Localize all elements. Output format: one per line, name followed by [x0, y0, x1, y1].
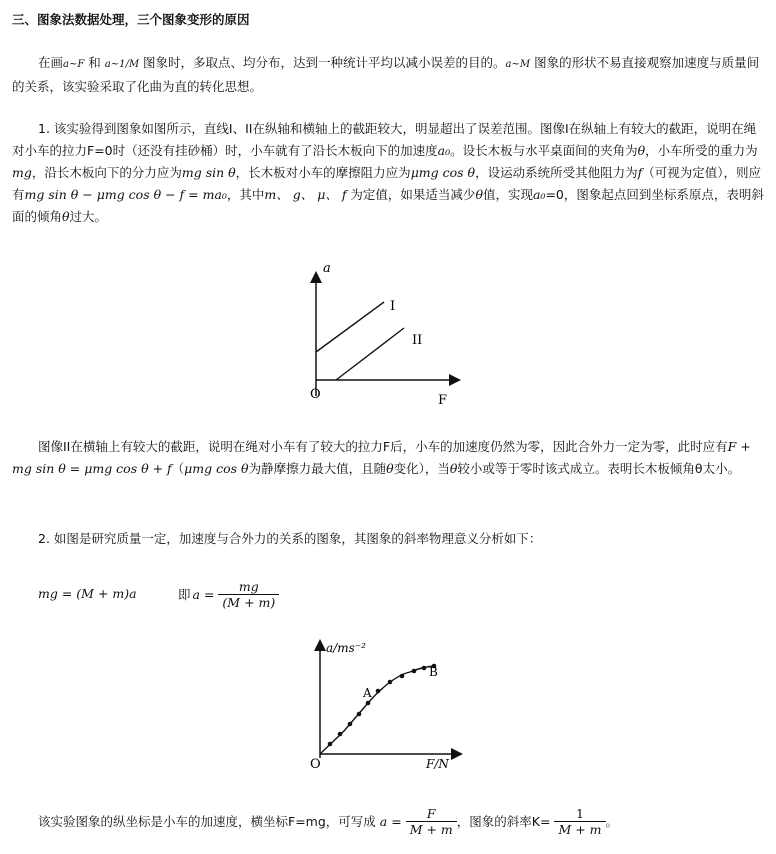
- curve-a-F: [320, 666, 434, 754]
- item1-text-a: 1. 该实验得到图象如图所示，直线I、II在纵轴和横轴上的截距较大，明显超出了误差范围。图像I在纵轴上有较大的截距，说明在绳对小车的拉力F=0时（还没有挂砂桶）时，小车就有了沿长木板向下的加速度: [12, 121, 757, 158]
- line-I: [316, 302, 384, 352]
- fraction-numerator-F: F: [406, 806, 457, 822]
- intro-text-3: 图象时，多取点、均分布，达到一种统计平均以减小误差的目的。: [139, 55, 506, 70]
- intro-text-4: 图象的形状不易直接观察加速度与质量间的关系，该实验采取了化曲为直的转化思想。: [12, 55, 760, 94]
- point-B-label: B: [429, 665, 438, 679]
- section-title: 三、图象法数据处理，三个图象变形的原因: [12, 12, 250, 27]
- constants-list: m、 g、 μ、 f: [264, 187, 347, 202]
- graph-a-vs-F-offsets: [296, 258, 466, 413]
- item1c-text-d: 变化），当: [393, 461, 450, 476]
- item1-continuation: [12, 436, 764, 480]
- fraction-slope: [554, 806, 605, 837]
- line-II-label: II: [412, 333, 423, 348]
- data-points: [328, 664, 437, 747]
- data-point: [366, 701, 371, 706]
- expr-umg-cos: μmg cos θ: [410, 165, 476, 180]
- graph-a-M: a~M: [505, 59, 531, 70]
- origin-label: O: [310, 387, 321, 402]
- item1c-text-e: 较小或等于零时该式成立。表明长木板倾角θ太小。: [457, 461, 741, 476]
- equation-a-fraction: [178, 572, 279, 616]
- item1-text-h: ，其中: [226, 187, 265, 202]
- origin-label-2: O: [310, 757, 321, 772]
- y-axis-label-2: a/ms⁻²: [326, 641, 366, 655]
- symbol-a0-2: a₀: [532, 187, 546, 202]
- item1-text-b: 。设长木板与水平桌面间的夹角为: [450, 143, 638, 158]
- x-axis-label: F: [438, 393, 448, 408]
- item1-text-c: ，小车所受的重力为: [645, 143, 758, 158]
- eq-a-lhs: a =: [192, 586, 215, 602]
- item1-text-k: =0，图象起点回到坐标系原点，表明斜面的倾角: [12, 187, 764, 224]
- conclusion-text-c: 。: [605, 814, 619, 829]
- equation-incline: mg sin θ − μmg cos θ − f = ma₀: [24, 187, 227, 202]
- data-point: [400, 674, 405, 679]
- data-point: [328, 742, 333, 747]
- item1c-text-c: 为静摩擦力最大值，且随: [248, 461, 387, 476]
- graph-a-inv-M: a~1/M: [104, 59, 140, 70]
- conclusion-paragraph: [38, 798, 618, 844]
- intro-text-2: 和: [84, 55, 105, 70]
- item1c-text-b: （: [171, 461, 185, 476]
- item1-text-f: ，设运动系统所受其他阻力为: [475, 165, 638, 180]
- expr-umg-cos-2: μmg cos θ: [184, 461, 249, 476]
- conclusion-text-a: 该实验图象的纵坐标是小车的加速度，横坐标F=mg，可写成: [38, 814, 376, 829]
- eq-mg-M-m-a: mg = (M + m)a: [38, 586, 137, 601]
- text-ji: 即: [178, 587, 191, 602]
- symbol-theta-3: θ: [62, 209, 70, 224]
- point-A-label: A: [363, 686, 372, 700]
- symbol-mg: mg: [12, 165, 32, 180]
- data-point: [348, 722, 353, 727]
- conclusion-text-b: ，图象的斜率K=: [456, 814, 551, 829]
- symbol-theta-5: θ: [449, 461, 458, 476]
- fraction-denominator-Mm: M + m: [409, 821, 453, 837]
- item1-paragraph: [12, 118, 764, 228]
- equation-static: F + mg sin θ = μmg cos θ + f: [12, 439, 751, 476]
- item1-text-j: 值，实现: [482, 187, 533, 202]
- graph-a-vs-F-curve: [306, 636, 466, 776]
- intro-paragraph: [12, 52, 764, 98]
- item1-text-e: ，长木板对小车的摩擦阻力应为: [235, 165, 411, 180]
- graph-a-F: a~F: [63, 59, 85, 70]
- item1-text-i: 为定值，如果适当减少: [346, 187, 476, 202]
- symbol-theta: θ: [637, 143, 646, 158]
- data-point: [412, 669, 417, 674]
- conclusion-a-lhs: a =: [379, 813, 402, 829]
- item2-paragraph: 2. 如图是研究质量一定，加速度与合外力的关系的图象，其图象的斜率物理意义分析如下：: [38, 531, 542, 546]
- intro-text-1: 在画: [38, 55, 64, 70]
- x-axis-label-2: F/N: [426, 757, 449, 771]
- slope-denominator: M + m: [558, 821, 602, 837]
- data-point: [357, 712, 362, 717]
- fraction-F-over-Mm: [406, 806, 457, 837]
- expr-mg-sin: mg sin θ: [181, 165, 236, 180]
- data-point: [422, 666, 427, 671]
- fraction-mg-over-Mm: [218, 579, 279, 610]
- slope-numerator: 1: [554, 806, 605, 822]
- item1c-text-a: 图像II在横轴上有较大的截距，说明在绳对小车有了较大的拉力F后，小车的加速度仍然为零，因此合外力一定为零，此时应有: [38, 439, 728, 454]
- item1-text-l: 过大。: [69, 209, 108, 224]
- item1-text-d: ，沿长木板向下的分力应为: [31, 165, 182, 180]
- fraction-numerator: mg: [218, 579, 279, 595]
- symbol-theta-4: θ: [386, 461, 394, 476]
- line-I-label: I: [390, 299, 396, 314]
- item1-text-g: （可视为定值），则应有: [12, 165, 762, 202]
- data-point: [388, 680, 393, 685]
- fraction-denominator: (M + m): [222, 594, 276, 610]
- symbol-a0: a₀: [437, 143, 451, 158]
- equation-newton: [38, 572, 137, 616]
- line-II: [336, 328, 404, 380]
- symbol-f: f: [637, 165, 643, 180]
- y-axis-label: a: [323, 261, 331, 276]
- symbol-theta-2: θ: [475, 187, 483, 202]
- data-point: [376, 689, 381, 694]
- data-point: [338, 732, 343, 737]
